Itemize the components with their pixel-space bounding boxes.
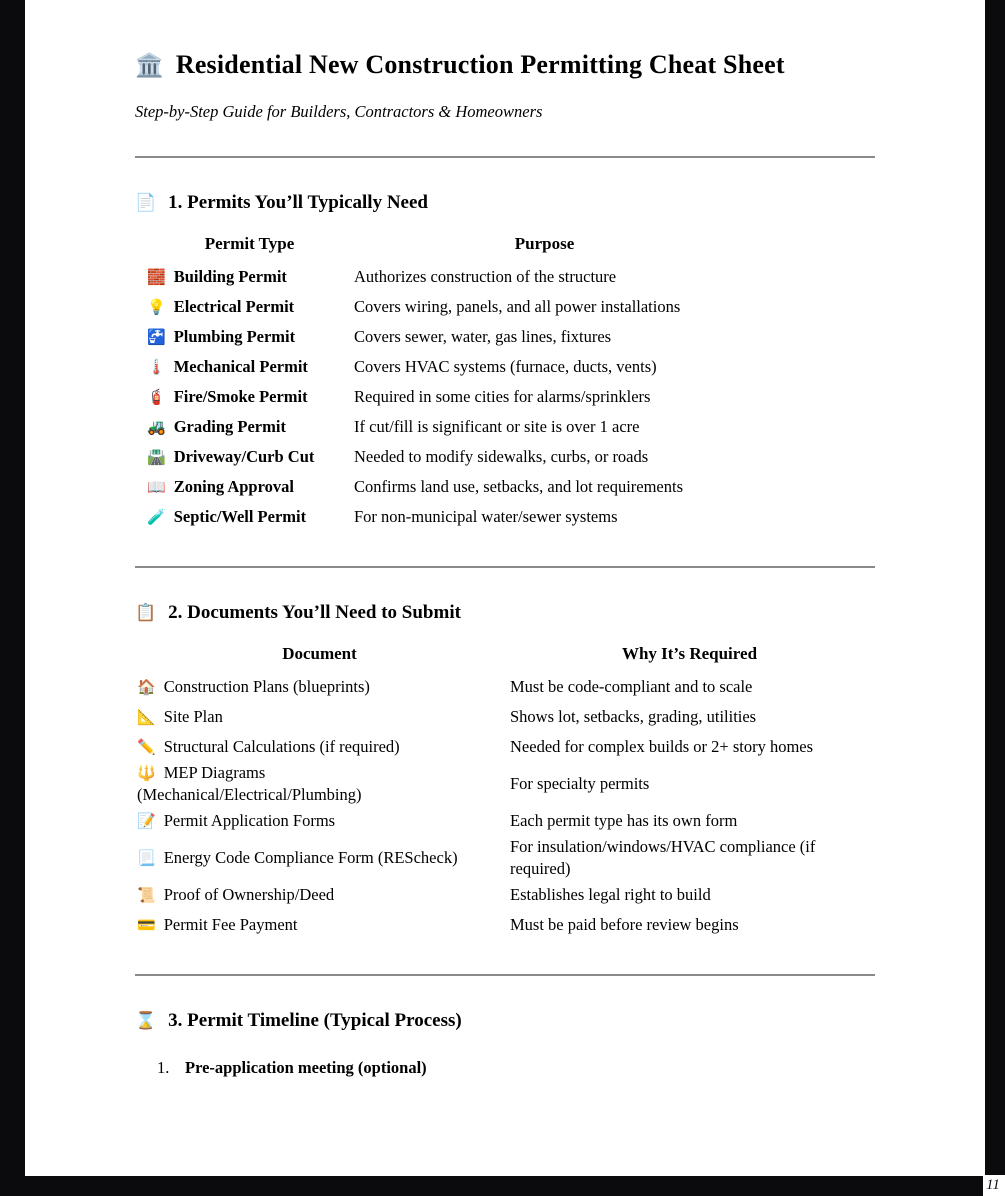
permit-purpose: Covers sewer, water, gas lines, fixtures [354, 327, 612, 346]
column-header-permit-type: Permit Type [204, 234, 295, 253]
fire-extinguisher-icon: 🧯 [147, 388, 166, 406]
credit-card-icon: 💳 [137, 916, 156, 934]
permit-type: Plumbing Permit [173, 327, 296, 346]
table-row [137, 702, 877, 732]
permit-type: Grading Permit [173, 417, 286, 436]
page-subtitle: Step-by-Step Guide for Builders, Contractors & Homeowners [135, 102, 543, 121]
permit-type: Driveway/Curb Cut [173, 447, 315, 466]
document-name: Energy Code Compliance Form (REScheck) [163, 848, 458, 867]
section-3-title: 3. Permit Timeline (Typical Process) [168, 1010, 462, 1031]
document-reason: Needed for complex builds or 2+ story homes [510, 737, 814, 756]
permit-type: Building Permit [173, 267, 287, 286]
list-item [157, 1058, 875, 1078]
document-page [25, 0, 985, 1176]
section-1-title: 1. Permits You’ll Typically Need [168, 192, 428, 213]
document-name: Permit Application Forms [163, 811, 336, 830]
house-icon: 🏠 [137, 678, 156, 696]
document-page-icon: 📃 [137, 849, 156, 867]
table-row [137, 732, 877, 762]
table-row [147, 382, 887, 412]
table-row [147, 322, 887, 352]
road-icon: 🛣️ [147, 448, 166, 466]
section-3-heading [135, 1010, 875, 1032]
memo-icon: 📝 [137, 812, 156, 830]
divider [135, 566, 875, 568]
table-row [147, 262, 887, 292]
section-1-heading [135, 192, 875, 214]
document-reason: Shows lot, setbacks, grading, utilities [510, 707, 757, 726]
table-row [147, 472, 887, 502]
page-facing-up-icon: 📄 [135, 193, 157, 213]
table-row [137, 672, 877, 702]
divider [135, 974, 875, 976]
permit-type: Electrical Permit [173, 297, 295, 316]
permits-table [147, 234, 737, 532]
permit-purpose: Covers HVAC systems (furnace, ducts, vents) [354, 357, 657, 376]
document-reason: Must be code-compliant and to scale [510, 677, 753, 696]
column-header-why-required: Why It’s Required [621, 644, 758, 663]
open-book-icon: 📖 [147, 478, 166, 496]
permit-type: Mechanical Permit [173, 357, 308, 376]
documents-table [137, 644, 877, 940]
page-title [135, 50, 875, 80]
thermometer-icon: 🌡️ [147, 358, 166, 376]
table-row [137, 836, 877, 880]
faucet-icon: 🚰 [147, 328, 166, 346]
divider [135, 156, 875, 158]
test-tube-icon: 🧪 [147, 508, 166, 526]
permit-type: Zoning Approval [173, 477, 294, 496]
documents-table-header [137, 644, 877, 664]
document-reason: Each permit type has its own form [510, 811, 738, 830]
column-header-purpose: Purpose [514, 234, 575, 253]
permit-purpose: Authorizes construction of the structure [354, 267, 617, 286]
table-row [137, 762, 877, 806]
page-number: 11 [983, 1175, 1005, 1196]
page-title-text: Residential New Construction Permitting Cheat Sheet [175, 50, 785, 79]
document-name: Proof of Ownership/Deed [163, 885, 335, 904]
pencil-icon: ✏️ [137, 738, 156, 756]
document-reason: Must be paid before review begins [510, 915, 739, 934]
brick-icon: 🧱 [147, 268, 166, 286]
permits-table-header [147, 234, 737, 254]
table-row [137, 880, 877, 910]
section-2-title: 2. Documents You’ll Need to Submit [168, 602, 461, 623]
column-header-document: Document [282, 644, 357, 663]
document-content [25, 0, 985, 1078]
trident-icon: 🔱 [137, 764, 156, 782]
list-item-label: Pre-application meeting (optional) [185, 1058, 427, 1077]
classical-building-icon: 🏛️ [135, 52, 164, 79]
hourglass-icon: ⌛ [135, 1011, 157, 1031]
triangular-ruler-icon: 📐 [137, 708, 156, 726]
permit-purpose: Covers wiring, panels, and all power installations [354, 297, 681, 316]
document-name: Permit Fee Payment [163, 915, 298, 934]
tractor-icon: 🚜 [147, 418, 166, 436]
document-name: Structural Calculations (if required) [163, 737, 400, 756]
list-item-number: 1. [157, 1058, 170, 1077]
table-row [137, 806, 877, 836]
table-row [147, 502, 887, 532]
permit-purpose: Confirms land use, setbacks, and lot requirements [354, 477, 684, 496]
document-name: Construction Plans (blueprints) [163, 677, 370, 696]
document-reason: For insulation/windows/HVAC compliance (if required) [510, 837, 816, 878]
table-row [137, 910, 877, 940]
scroll-icon: 📜 [137, 886, 156, 904]
permit-purpose: For non-municipal water/sewer systems [354, 507, 618, 526]
clipboard-icon: 📋 [135, 603, 157, 623]
document-name: MEP Diagrams (Mechanical/Electrical/Plumbing) [137, 763, 362, 804]
permit-purpose: Required in some cities for alarms/sprinklers [354, 387, 651, 406]
document-reason: For specialty permits [510, 774, 650, 793]
document-name: Site Plan [163, 707, 223, 726]
table-row [147, 292, 887, 322]
document-reason: Establishes legal right to build [510, 885, 711, 904]
permit-type: Fire/Smoke Permit [173, 387, 308, 406]
table-row [147, 352, 887, 382]
section-2-heading [135, 602, 875, 624]
timeline-list [157, 1058, 875, 1078]
permit-type: Septic/Well Permit [173, 507, 307, 526]
permit-purpose: If cut/fill is significant or site is over 1 acre [354, 417, 640, 436]
table-row [147, 412, 887, 442]
permit-purpose: Needed to modify sidewalks, curbs, or roads [354, 447, 649, 466]
table-row [147, 442, 887, 472]
lightbulb-icon: 💡 [147, 298, 166, 316]
